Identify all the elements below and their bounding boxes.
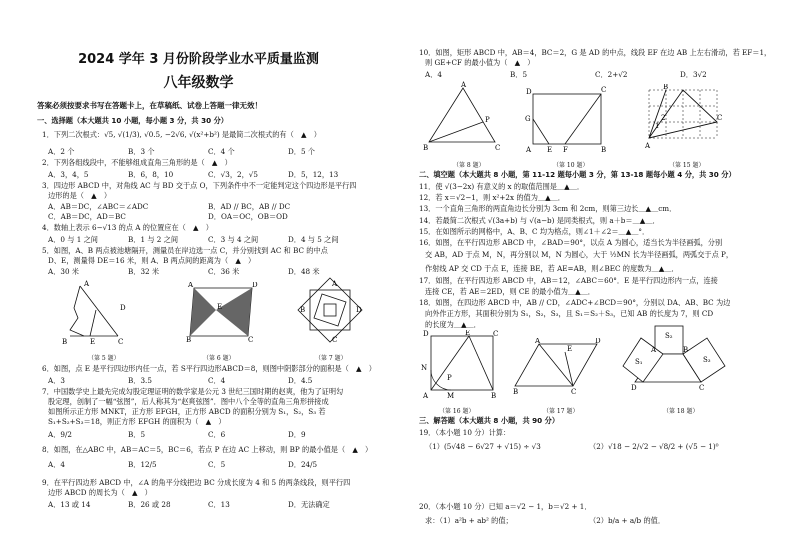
q3-stem-cont: 边形的是（ ▲ ）: [48, 191, 112, 200]
svg-text:B: B: [62, 338, 68, 346]
svg-text:C: C: [571, 388, 577, 396]
figure-q15: [643, 84, 723, 156]
svg-text:D: D: [423, 330, 429, 338]
fill-item: 交 AB，AD 于点 M，N，再分别以 M，N 为圆心，大于 ½MN 长为半径画弧，两弧交于点 P，: [425, 250, 734, 259]
q20-part1: 求：（1）a²b + ab² 的值；: [425, 516, 513, 525]
caption-q17: （第 17 题）: [543, 408, 579, 415]
svg-text:A: A: [423, 392, 429, 400]
svg-text:N: N: [421, 364, 428, 372]
q7-stem: 7．中国数学史上最先完成勾股定理证明的数学家是公元 3 世纪三国时期的赵爽，他为了证明勾: [42, 387, 344, 396]
figure-q17: [511, 338, 601, 396]
svg-text:D: D: [252, 282, 258, 289]
q7-options: [48, 430, 368, 439]
fill-item: 13．一个直角三角形的两直角边长分别为 3cm 和 2cm，则第三边长＿▲＿cm．: [419, 204, 677, 213]
svg-text:A: A: [332, 280, 338, 288]
caption-q8: （第 8 题）: [453, 162, 485, 169]
q8-stem: 8．如图，在△ABC 中，AB＝AC＝5，BC＝6，若点 P 在边 AC 上移动，则 BP 的最小值是（ ▲ ）: [42, 445, 373, 454]
q2-options: [48, 170, 368, 179]
option[interactable]: D．3√2: [680, 70, 707, 79]
caption-q16: （第 16 题）: [439, 408, 475, 415]
figure-q16: [419, 330, 501, 400]
option[interactable]: B．32 米: [128, 267, 160, 276]
svg-text:M: M: [447, 392, 455, 400]
option[interactable]: A．9/2: [48, 430, 72, 439]
svg-text:D: D: [631, 384, 637, 392]
fill-item: 14．若最简二次根式 √(3a+b) 与 √(a−b) 是同类根式，则 a＋b＝＿▲＿．: [419, 216, 660, 225]
option[interactable]: B．AD // BC，AB // DC: [208, 202, 291, 211]
option[interactable]: B．5: [510, 70, 528, 79]
option[interactable]: C．13: [208, 500, 230, 509]
svg-text:C: C: [118, 338, 124, 346]
svg-text:A: A: [651, 346, 657, 354]
q1-stem: 1．下列二次根式：√5, √(1/3), √0.5, −2√6, √(x²+b²) 是最简二次根式的有（ ▲ ）: [42, 130, 321, 139]
svg-text:A: A: [535, 338, 541, 345]
fill-item: 17．如图，在平行四边形 ABCD 中，AB＝12，∠ABC＝60°．E 是平行四边形内一点，连接: [419, 276, 718, 285]
q9-stem-cont: 边形 ABCD 的周长为（ ▲ ）: [48, 488, 152, 497]
q10-options: [425, 70, 765, 79]
option[interactable]: C．AB＝DC，AD＝BC: [48, 212, 126, 221]
section2-heading: 二、填空题（本大题共 8 小题，第 11-12 题每小题 3 分，第 13-18 题每小题 4 分，共 30 分）: [419, 170, 736, 179]
svg-text:E: E: [217, 303, 223, 311]
q19-stem: 19．（本小题 10 分）计算：: [419, 428, 511, 437]
option[interactable]: D．5 个: [288, 147, 315, 156]
svg-text:C: C: [699, 384, 705, 392]
option[interactable]: A．4: [425, 70, 442, 79]
exam-title: 2024 学年 3 月份阶段学业水平质量监测: [78, 52, 319, 67]
q9-stem: 9．在平行四边形 ABCD 中，∠A 的角平分线把边 BC 分成长度为 4 和 5 的两条线段，则平行四: [42, 478, 351, 487]
q5-stem-cont: D、E，测量得 DE＝16 米，则 A、B 两点间的距离为（ ▲ ）: [48, 256, 256, 265]
svg-text:A: A: [461, 81, 467, 89]
q5-stem: 5．如图，A、B 两点被池塘隔开，测量员在岸边选一点 C，并分别找到 AC 和 BC 的中点: [42, 246, 328, 255]
fill-item: 的长度为＿▲＿．: [425, 320, 481, 329]
svg-text:B: B: [513, 388, 519, 396]
q19-part1: （1）(5√48 − 6√27 + √15) ÷ √3: [425, 442, 541, 451]
figure-q6: [186, 282, 258, 342]
svg-text:E: E: [90, 338, 96, 346]
q10-stem-cont: 则 GE+CF 的最小值为（ ▲ ）: [425, 58, 535, 67]
option[interactable]: B．26 或 28: [128, 500, 171, 509]
q9-options: [48, 500, 368, 509]
svg-text:A: A: [188, 282, 194, 289]
q10-stem: 10．如图，矩形 ABCD 中，AB＝4，BC＝2，G 是 AD 的中点，线段 EF 在边 AB 上左右滑动，若 EF＝1，: [419, 48, 772, 57]
svg-text:D: D: [120, 304, 126, 312]
svg-text:D: D: [356, 306, 362, 314]
figure-q5: [60, 278, 140, 346]
q4-options: [48, 235, 368, 244]
q3-options-row2: [48, 212, 368, 221]
svg-text:E: E: [547, 146, 553, 154]
q6-stem: 6．如图，点 E 是平行四边形内任一点，若 S平行四边形ABCD＝8，则图中阴影部分的面积是（ ▲ ）: [42, 364, 376, 373]
option[interactable]: D．4.5: [288, 376, 313, 385]
option[interactable]: B．1 与 2 之间: [128, 235, 179, 244]
option[interactable]: C．√3，2，√5: [208, 170, 258, 179]
svg-text:C: C: [493, 330, 499, 338]
svg-text:C: C: [248, 336, 254, 342]
option[interactable]: C．5: [208, 460, 226, 469]
q6-options: [48, 376, 368, 385]
q2-stem: 2．下列各组线段中，不能够组成直角三角形的是（ ▲ ）: [42, 158, 232, 167]
option[interactable]: D．24/5: [288, 460, 318, 469]
option[interactable]: C．3 与 4 之间: [208, 235, 259, 244]
svg-text:C: C: [717, 114, 723, 122]
svg-text:S₂: S₂: [665, 332, 673, 340]
option[interactable]: D．9: [288, 430, 306, 439]
option[interactable]: A．30 米: [48, 267, 79, 276]
svg-text:G: G: [525, 115, 531, 123]
caption-q18: （第 18 题）: [663, 408, 699, 415]
q3-stem: 3．四边形 ABCD 中，对角线 AC 与 BD 交于点 O，下列条件中不一定能判定这个四边形是平行四: [42, 181, 357, 190]
caption-q6: （第 6 题）: [203, 355, 235, 362]
svg-text:D: D: [526, 88, 532, 96]
option[interactable]: C．4: [208, 376, 226, 385]
q19-part2: （2）√18 − 2/√2 − √8/2 + (√5 − 1)⁰: [589, 442, 719, 451]
q5-options: [48, 267, 368, 276]
exam-notice: 答案必须按要求书写在答题卡上，在草稿纸、试卷上答题一律无效！: [37, 101, 262, 110]
fill-item: 12．若 x＝√2−1，则 x²+2x 的值为＿▲＿．: [419, 193, 565, 202]
q7-stem-cont1: 股定理，创制了一幅“弦图”，后人称其为“赵爽弦图”．图中八个全等的直角三角形拼接成: [48, 397, 329, 406]
option[interactable]: B．3.5: [128, 376, 152, 385]
option[interactable]: A．13 或 14: [48, 500, 91, 509]
fill-item: 15．在如图所示的网格中，A、B、C 均为格点，则∠1＋∠2＝＿▲＿°．: [419, 227, 650, 236]
option[interactable]: B．3 个: [128, 147, 155, 156]
option[interactable]: B．12/5: [128, 460, 157, 469]
option[interactable]: D．48 米: [288, 267, 320, 276]
option[interactable]: C．2+√2: [595, 70, 628, 79]
caption-q15: （第 15 题）: [669, 162, 705, 169]
fill-item: 16．如图，在平行四边形 ABCD 中，∠BAD＝90°，以点 A 为圆心，适当长为半径画弧，分别: [419, 238, 723, 247]
fill-item: 连接 CE，若 AE＝2ED，则 CE 的最小值为＿▲＿．: [425, 287, 595, 296]
right-column: [397, 0, 794, 550]
svg-text:2: 2: [661, 114, 666, 122]
q3-options-row1: [48, 202, 368, 211]
q20-stem: 20．（本小题 10 分）已知 a＝√2 − 1，b＝√2 + 1．: [419, 502, 592, 511]
caption-q10: （第 10 题）: [553, 162, 589, 169]
svg-text:B: B: [663, 84, 669, 91]
svg-text:B: B: [300, 306, 306, 314]
svg-text:A: A: [645, 142, 651, 150]
svg-text:E: E: [465, 330, 471, 337]
fill-item: 作射线 AP 交 CD 于点 E，连接 BE，若 AE=AB，则∠BEC 的度数为＿▲＿．: [425, 264, 679, 273]
svg-text:B: B: [601, 146, 607, 154]
svg-text:S₁: S₁: [635, 358, 643, 366]
option[interactable]: A．4: [48, 460, 65, 469]
svg-text:B: B: [423, 144, 429, 152]
section1-heading: 一、选择题（本大题共 10 小题，每小题 3 分，共 30 分）: [37, 116, 228, 125]
caption-q7: （第 7 题）: [315, 355, 347, 362]
figure-q18: [621, 318, 747, 404]
svg-text:C: C: [332, 336, 338, 344]
fill-item: 11．使 √(3−2x) 有意义的 x 的取值范围是＿▲＿．: [419, 182, 585, 191]
fill-item: 18．如图，在四边形 ABCD 中，AB // CD，∠ADC+∠BCD＝90°，分别以 DA、AB、BC 为边: [419, 298, 731, 307]
figure-q7: [296, 276, 364, 344]
figure-q8: [421, 80, 505, 152]
svg-text:C: C: [495, 144, 501, 152]
svg-text:P: P: [485, 116, 490, 124]
svg-text:S₃: S₃: [703, 356, 711, 364]
fill-item: 向外作正方形，其面积分别为 S₁，S₂，S₃，且 S₁＝S₂＋S₃，已知 AB 的长度为 7，则 CD: [425, 309, 714, 318]
option[interactable]: C．36 米: [208, 267, 240, 276]
option[interactable]: D．5，12，13: [288, 170, 339, 179]
option[interactable]: A．AB＝DC，∠ABC＝∠ADC: [48, 202, 149, 211]
svg-text:C: C: [601, 86, 607, 94]
option[interactable]: D．无法确定: [288, 500, 330, 509]
svg-text:B: B: [491, 392, 497, 400]
svg-text:A: A: [84, 280, 90, 288]
option[interactable]: A．0 与 1 之间: [48, 235, 98, 244]
option[interactable]: B．5: [128, 430, 146, 439]
option[interactable]: A．2 个: [48, 147, 75, 156]
q7-stem-cont3: S₁+S₂+S₃＝18，则正方形 EFGH 的面积为（ ▲ ）: [48, 417, 226, 426]
option[interactable]: D．4 与 5 之间: [288, 235, 339, 244]
svg-text:P: P: [447, 374, 452, 382]
q7-stem-cont2: 如图所示正方形 MNKT，正方形 EFGH，正方形 ABCD 的面积分别为 S₁，S₂，S₃ 若: [48, 407, 326, 416]
q4-stem: 4．数轴上表示 6−√13 的点 A 的位置应在（ ▲ ）: [42, 223, 213, 232]
svg-text:F: F: [563, 146, 568, 154]
q8-options: [48, 460, 368, 469]
option[interactable]: C．6: [208, 430, 226, 439]
svg-text:B: B: [683, 346, 689, 354]
svg-text:D: D: [595, 338, 601, 345]
section3-heading: 三、解答题（本大题共 8 小题，共 90 分）: [419, 416, 560, 425]
option[interactable]: D．OA＝OC，OB＝OD: [208, 212, 288, 221]
figure-q10: [523, 84, 607, 156]
q20-part2: （2）b/a + a/b 的值．: [589, 516, 666, 525]
exam-subtitle: 八年级数学: [163, 75, 234, 91]
svg-text:B: B: [186, 336, 192, 342]
caption-q5: （第 5 题）: [88, 355, 120, 362]
option[interactable]: A．3: [48, 376, 65, 385]
option[interactable]: B．6，8，10: [128, 170, 174, 179]
q1-options: [48, 147, 368, 156]
option[interactable]: A．3，4，5: [48, 170, 89, 179]
option[interactable]: C．4 个: [208, 147, 235, 156]
svg-text:A: A: [526, 146, 532, 154]
svg-text:E: E: [567, 345, 573, 353]
svg-text:1: 1: [655, 122, 660, 130]
